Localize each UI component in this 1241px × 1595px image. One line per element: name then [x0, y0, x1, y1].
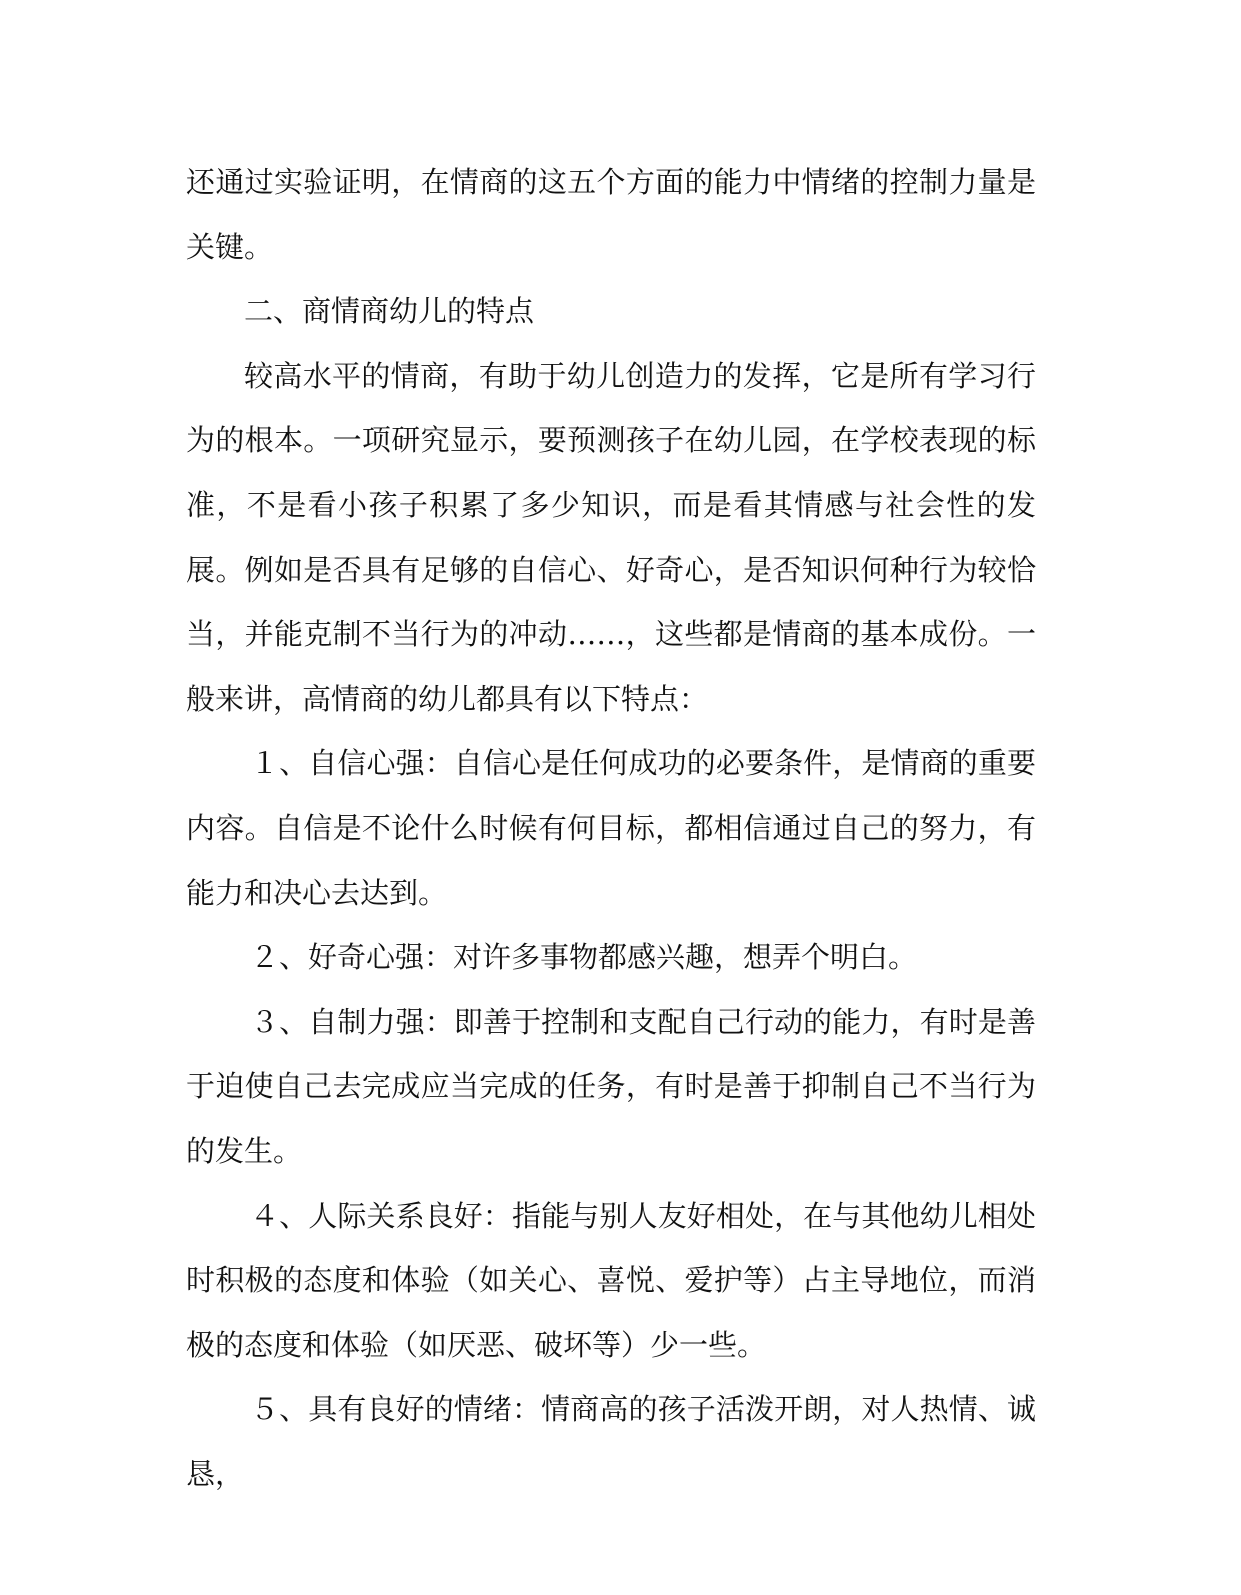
- paragraph-intro: 较高水平的情商，有助于幼儿创造力的发挥，它是所有学习行为的根本。一项研究显示，要预测孩子在幼儿园，在学校表现的标准，不是看小孩子积累了多少知识，而是看其情感与社会性的发展。例如是否具有足够的自信心、好奇心，是否知识何种行为较恰当，并能克制不当行为的冲动……，这些都是情商的基本成份。一般来讲，高情商的幼儿都具有以下特点：: [186, 358, 1036, 716]
- list-item-relationships: ４、人际关系良好：指能与别人友好相处，在与其他幼儿相处时积极的态度和体验（如关心、喜悦、爱护等）占主导地位，而消极的态度和体验（如厌恶、破坏等）少一些。: [186, 1198, 1036, 1362]
- list-item-curiosity: ２、好奇心强：对许多事物都感兴趣，想弄个明白。: [250, 940, 918, 975]
- list-item-self-control: ３、自制力强：即善于控制和支配自己行动的能力，有时是善于迫使自己去完成应当完成的任务，有时是善于抑制自己不当行为的发生。: [186, 1004, 1036, 1168]
- document-body: [186, 150, 1036, 1506]
- list-item-emotions: ５、具有良好的情绪：情商高的孩子活泼开朗，对人热情、诚恳，: [186, 1392, 1036, 1491]
- list-item-confidence: １、自信心强：自信心是任何成功的必要条件，是情商的重要内容。自信是不论什么时候有何目标，都相信通过自己的努力，有能力和决心去达到。: [186, 746, 1036, 910]
- paragraph-continuation: 还通过实验证明，在情商的这五个方面的能力中情绪的控制力量是关键。: [186, 165, 1036, 264]
- section-heading: 二、商情商幼儿的特点: [244, 294, 535, 329]
